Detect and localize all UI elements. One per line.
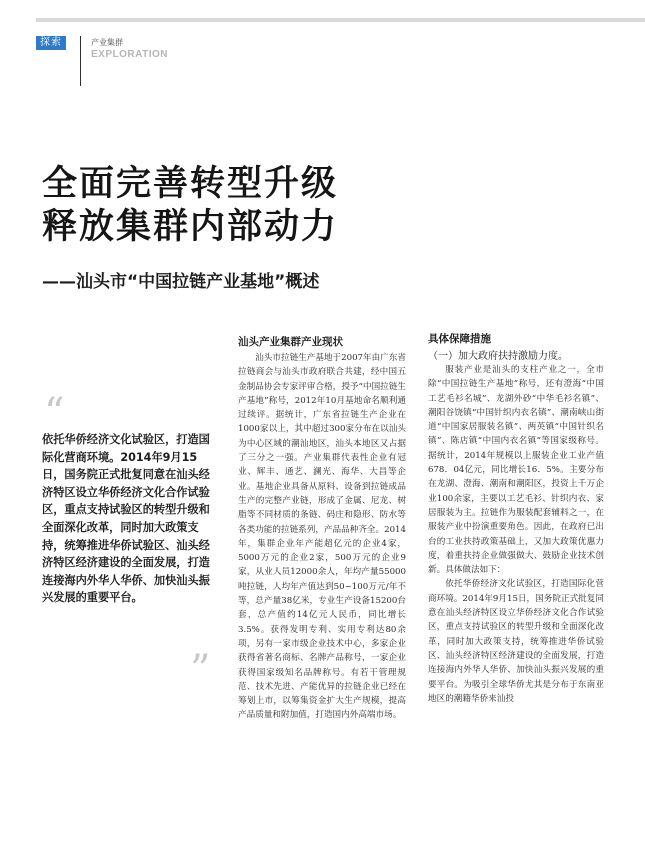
header-divider bbox=[80, 36, 81, 86]
paragraph: 依托华侨经济文化试验区，打造国际化营商环境。2014年9月15日，国务院正式批复同意在汕头经济特区设立华侨经济文化合作试验区，重点支持试验区的转型升级和全面深化改革，同时加大政策支持，统筹推进华侨试验区、汕头经济特区经济建设的全面发展，打造连接海内外华人华侨、加快汕头振兴发展的重要平台。为吸引全球华侨尤其是分布于东南亚地区的潮籍华侨来汕投 bbox=[428, 579, 604, 704]
close-quote-icon: ” bbox=[190, 647, 211, 693]
top-rule bbox=[36, 18, 645, 22]
right-column-subheading: （一）加大政府扶持激励力度。 bbox=[428, 351, 568, 362]
article-title-line-1: 全面完善转型升级 bbox=[42, 163, 339, 204]
pull-quote: 依托华侨经济文化试验区，打造国际化营商环境。2014年9月15日，国务院正式批复同意在汕头经济特区设立华侨经济文化合作试验区，重点支持试验区的转型升级和全面深化改革，同时加大政策支持，统筹推进华侨试验区、汕头经济特区经济建设的全面发展，打造连接海内外华人华侨、加快汕头振兴发展的重要平台。 bbox=[42, 433, 210, 605]
article-subtitle: ——汕头市“中国拉链产业基地”概述 bbox=[42, 272, 320, 292]
section-label: 产业集群 bbox=[91, 38, 123, 47]
right-column-body bbox=[428, 363, 604, 706]
open-quote-icon: “ bbox=[44, 390, 65, 436]
middle-column-heading: 汕头产业集群产业现状 bbox=[238, 336, 343, 348]
paragraph: 汕头市拉链生产基地于2007年由广东省拉链商会与汕头市政府联合共建，经中国五金制品协会专家评审合格，授予“中国拉链生产基地”称号，2012年10月基地命名顺利通过续评。据统计，广东省拉链生产企业在1000家以上，其中超过300家分布在以汕头为中心区域的潮汕地区，汕头本地区又占据了三分之一强。产业集群代表性企业有冠业、辉丰、通艺、澜光、海华、大昌等企业。基地企业具备从原料、设备到拉链成品生产的完整产业链，形成了金属、尼龙、树脂等不同材质的条链、码庄和隐形、防水等各类功能的拉链系列，产品品种齐全。2014年，集群企业年产能超亿元的企业4家，5000万元的企业2家，500万元的企业9家，从业人员12000余人，年均产量55000吨拉链，人均年产值达到50~100万元/年不等，总产量38亿米，专业生产设备15200台套，总产值约14亿元人民币，同比增长3.5%。获得发明专利、实用专利达80余项，另有一家市级企业技术中心，多家企业获得省著名商标、名牌产品称号，一家企业获得国家级知名品牌称号。有若干管理规范、技术先进、产能优异的拉链企业已经在筹划上市，以筹集资金扩大生产规模，提高产品质量和附加值，打造国内外高端市场。 bbox=[238, 353, 406, 721]
right-column-heading: 具体保障措施 bbox=[428, 333, 491, 345]
middle-column-body bbox=[238, 351, 406, 723]
article-title-line-2: 释放集群内部动力 bbox=[42, 206, 339, 247]
section-badge: 探索 bbox=[36, 36, 66, 50]
paragraph: 服装产业是汕头的支柱产业之一，全市除“中国拉链生产基地”称号，还有澄海“中国工艺毛衫名城”、龙湖外砂“中华毛衫名镇”、潮阳谷饶镇“中国针织内衣名镇”、潮南峡山街道“中国家居服装名镇”、两英镇“中国针织名镇”、陈店镇“中国内衣名镇”等国家级称号。据统计，2014年规模以上服装企业工业产值678．04亿元，同比增长16．5%。主要分布在龙湖、澄海、潮南和潮阳区，投资上千万企业100余家，主要以工艺毛衫、针织内衣、家居服装为主。拉链作为服装配套辅料之一，在服装产业中扮演重要角色。因此，在政府已出台的工业扶持政策基础上，又加大政策优惠力度，着重扶持企业做强做大、鼓励企业技术创新。具体做法如下： bbox=[428, 365, 604, 576]
section-label-en: EXPLORATION bbox=[91, 49, 168, 60]
